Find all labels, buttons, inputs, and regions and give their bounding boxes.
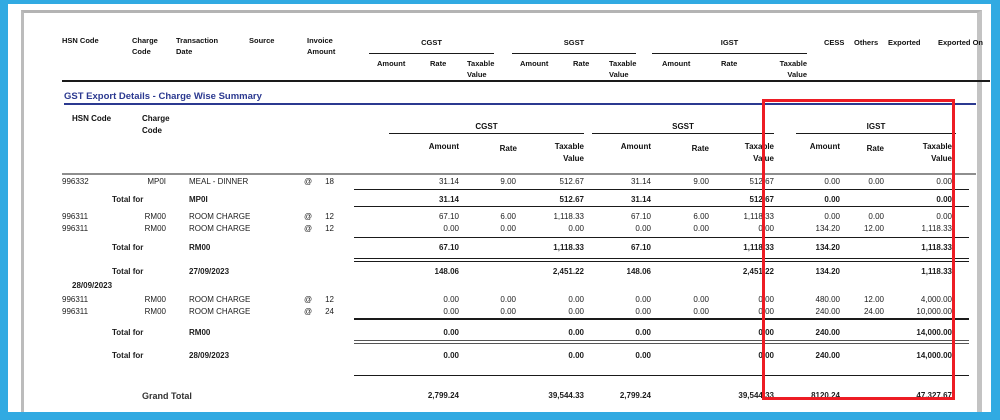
amount-cell: 0.00	[443, 224, 459, 233]
amount-cell: 31.14	[438, 177, 459, 186]
amount-cell: 0.00	[443, 295, 459, 304]
divider	[512, 53, 636, 54]
band1-cgst-taxable-label: Taxable Value	[467, 59, 495, 80]
table-row	[24, 266, 1000, 278]
band1-igst-amount-label: Amount	[662, 59, 691, 68]
amount-cell: 2,799.24	[427, 391, 459, 400]
band1-sgst-rate-label: Rate	[573, 59, 590, 68]
band2-igst-amount-label: Amount	[809, 142, 840, 151]
amount-cell: 0.00	[568, 224, 584, 233]
report-panel	[21, 10, 982, 420]
divider	[62, 80, 990, 82]
band1-cgst-label: CGST	[421, 38, 442, 47]
amount-cell: 0.00	[568, 295, 584, 304]
amount-cell: 67.10	[438, 243, 459, 252]
charge-description-cell: ROOM CHARGE	[189, 224, 251, 233]
amount-cell: 0.00	[635, 224, 651, 233]
amount-cell: 1,118.33	[921, 224, 952, 233]
divider	[592, 133, 774, 134]
at-symbol: @	[304, 177, 313, 186]
amount-cell: 31.14	[630, 177, 651, 186]
total-group-value: RM00	[189, 243, 211, 252]
amount-cell: 0.00	[443, 328, 459, 337]
amount-cell: 2,451.22	[742, 267, 774, 276]
amount-cell: 0.00	[868, 212, 884, 221]
band2-sgst-amount-label: Amount	[620, 142, 651, 151]
amount-cell: 31.14	[438, 195, 459, 204]
amount-cell: 6.00	[500, 212, 516, 221]
hsn-code-cell: 996311	[62, 307, 89, 316]
amount-cell: 1,118.33	[553, 243, 584, 252]
band2-cgst-rate-label: Rate	[499, 144, 517, 153]
band2-charge-code-label: Charge Code	[142, 114, 170, 135]
divider	[354, 375, 969, 376]
amount-cell: 134.20	[815, 224, 840, 233]
divider	[796, 133, 956, 134]
band1-cgst-rate-label: Rate	[430, 59, 447, 68]
band1-transaction-date-label: Transaction Date	[176, 36, 219, 57]
charge-description-cell: ROOM CHARGE	[189, 307, 251, 316]
amount-cell: 148.06	[434, 267, 459, 276]
amount-cell: 0.00	[936, 177, 952, 186]
amount-cell: 9.00	[693, 177, 709, 186]
amount-cell: 0.00	[500, 224, 516, 233]
amount-cell: 0.00	[758, 224, 774, 233]
amount-cell: 240.00	[815, 351, 840, 360]
amount-cell: 67.10	[438, 212, 459, 221]
charge-description-cell: MEAL - DINNER	[189, 177, 249, 186]
amount-cell: 1,118.33	[921, 267, 952, 276]
band1-invoice-amount-label: Invoice Amount	[307, 36, 336, 57]
at-symbol: @	[304, 212, 313, 221]
amount-cell: 39,544.33	[738, 391, 774, 400]
at-symbol: @	[304, 224, 313, 233]
amount-cell: 10,000.00	[916, 307, 952, 316]
amount-cell: 0.00	[824, 177, 840, 186]
amount-cell: 9.00	[500, 177, 516, 186]
band2-sgst-taxable-label: Taxable Value	[744, 142, 774, 163]
grand-total-label: Grand Total	[142, 391, 192, 401]
at-symbol: @	[304, 295, 313, 304]
amount-cell: 0.00	[500, 295, 516, 304]
total-for-label: Total for	[112, 328, 144, 337]
charge-code-cell: RM00	[144, 307, 166, 316]
band1-sgst-label: SGST	[563, 38, 585, 47]
hsn-code-cell: 996311	[62, 212, 89, 221]
amount-cell: 1,118.33	[743, 212, 774, 221]
amount-cell: 67.10	[630, 212, 651, 221]
table-row	[24, 223, 1000, 235]
amount-cell: 67.10	[630, 243, 651, 252]
band1-igst-rate-label: Rate	[721, 59, 738, 68]
amount-cell: 0.00	[868, 177, 884, 186]
amount-cell: 480.00	[815, 295, 840, 304]
amount-cell: 0.00	[500, 307, 516, 316]
hsn-code-cell: 996311	[62, 224, 89, 233]
divider	[354, 189, 969, 190]
total-group-value: RM00	[189, 328, 211, 337]
charge-code-cell: MP0I	[147, 177, 166, 186]
amount-cell: 512.67	[559, 195, 584, 204]
band1-cess-label: CESS	[824, 38, 845, 47]
gst-percent-cell: 12	[325, 295, 334, 304]
amount-cell: 134.20	[815, 243, 840, 252]
amount-cell: 512.67	[559, 177, 584, 186]
divider	[354, 258, 969, 259]
gst-percent-cell: 12	[325, 224, 334, 233]
amount-cell: 2,451.22	[552, 267, 584, 276]
table-row	[24, 280, 1000, 292]
divider	[389, 133, 584, 134]
amount-cell: 2,799.24	[619, 391, 651, 400]
amount-cell: 47,327.67	[916, 391, 952, 400]
band1-igst-taxable-label: Taxable Value	[779, 59, 807, 80]
divider	[354, 340, 969, 341]
total-for-label: Total for	[112, 243, 144, 252]
band2-igst-label: IGST	[866, 122, 886, 131]
gst-percent-cell: 12	[325, 212, 334, 221]
table-row	[24, 306, 1000, 318]
band2-hsn-code-label: HSN Code	[72, 114, 112, 123]
amount-cell: 24.00	[863, 307, 884, 316]
table-row	[24, 211, 1000, 223]
amount-cell: 14,000.00	[916, 351, 952, 360]
divider	[354, 237, 969, 238]
table-row	[24, 390, 1000, 402]
amount-cell: 0.00	[443, 351, 459, 360]
band2-sgst-rate-label: Rate	[691, 144, 709, 153]
amount-cell: 0.00	[824, 212, 840, 221]
total-group-value: MP0I	[189, 195, 208, 204]
date-group-label: 28/09/2023	[72, 281, 113, 290]
amount-cell: 31.14	[630, 195, 651, 204]
charge-code-cell: RM00	[144, 224, 166, 233]
band1-exported-on-label: Exported On	[938, 38, 984, 47]
total-for-label: Total for	[112, 267, 144, 276]
amount-cell: 0.00	[635, 328, 651, 337]
total-group-value: 27/09/2023	[189, 267, 230, 276]
amount-cell: 512.67	[749, 177, 774, 186]
amount-cell: 1,118.33	[743, 243, 774, 252]
amount-cell: 0.00	[693, 224, 709, 233]
amount-cell: 240.00	[815, 328, 840, 337]
amount-cell: 0.00	[936, 195, 952, 204]
amount-cell: 0.00	[758, 351, 774, 360]
divider	[354, 261, 969, 262]
band2-cgst-taxable-label: Taxable Value	[554, 142, 584, 163]
amount-cell: 0.00	[758, 307, 774, 316]
band2-igst-taxable-label: Taxable Value	[922, 142, 952, 163]
charge-code-cell: RM00	[144, 212, 166, 221]
charge-description-cell: ROOM CHARGE	[189, 212, 251, 221]
section-title: GST Export Details - Charge Wise Summary	[64, 91, 262, 102]
band1-charge-code-label: Charge Code	[132, 36, 158, 57]
band1-hsn-code-label: HSN Code	[62, 36, 99, 45]
amount-cell: 0.00	[568, 351, 584, 360]
amount-cell: 0.00	[758, 295, 774, 304]
amount-cell: 1,118.33	[921, 243, 952, 252]
amount-cell: 0.00	[693, 307, 709, 316]
amount-cell: 134.20	[815, 267, 840, 276]
amount-cell: 0.00	[635, 295, 651, 304]
charge-code-cell: RM00	[144, 295, 166, 304]
gst-percent-cell: 18	[325, 177, 334, 186]
amount-cell: 12.00	[863, 295, 884, 304]
band2-cgst-label: CGST	[475, 122, 498, 131]
amount-cell: 0.00	[635, 307, 651, 316]
amount-cell: 39,544.33	[548, 391, 584, 400]
amount-cell: 0.00	[443, 307, 459, 316]
table-row	[24, 194, 1000, 206]
band1-igst-label: IGST	[720, 38, 739, 47]
amount-cell: 14,000.00	[916, 328, 952, 337]
band1-sgst-taxable-label: Taxable Value	[609, 59, 637, 80]
hsn-code-cell: 996311	[62, 295, 89, 304]
at-symbol: @	[304, 307, 313, 316]
title-underline	[64, 103, 976, 105]
table-row	[24, 294, 1000, 306]
hsn-code-cell: 996332	[62, 177, 89, 186]
amount-cell: 240.00	[815, 307, 840, 316]
charge-description-cell: ROOM CHARGE	[189, 295, 251, 304]
band1-source-label: Source	[249, 36, 275, 45]
amount-cell: 0.00	[758, 328, 774, 337]
amount-cell: 0.00	[936, 212, 952, 221]
amount-cell: 512.67	[749, 195, 774, 204]
total-for-label: Total for	[112, 351, 144, 360]
table-row	[24, 242, 1000, 254]
amount-cell: 0.00	[635, 351, 651, 360]
amount-cell: 8120.24	[811, 391, 840, 400]
amount-cell: 0.00	[824, 195, 840, 204]
band1-others-label: Others	[854, 38, 879, 47]
amount-cell: 148.06	[626, 267, 651, 276]
amount-cell: 6.00	[693, 212, 709, 221]
divider	[354, 318, 969, 320]
divider	[354, 206, 969, 207]
table-row	[24, 350, 1000, 362]
divider	[354, 343, 969, 344]
band1-cgst-amount-label: Amount	[377, 59, 406, 68]
total-group-value: 28/09/2023	[189, 351, 230, 360]
band1-exported-label: Exported	[888, 38, 921, 47]
table-row	[24, 176, 1000, 188]
amount-cell: 1,118.33	[553, 212, 584, 221]
band2-sgst-label: SGST	[672, 122, 694, 131]
gst-percent-cell: 24	[325, 307, 334, 316]
total-for-label: Total for	[112, 195, 144, 204]
band2-cgst-amount-label: Amount	[428, 142, 459, 151]
amount-cell: 0.00	[568, 328, 584, 337]
divider	[369, 53, 494, 54]
band1-sgst-amount-label: Amount	[520, 59, 549, 68]
amount-cell: 0.00	[693, 295, 709, 304]
amount-cell: 12.00	[863, 224, 884, 233]
amount-cell: 0.00	[568, 307, 584, 316]
band2-igst-rate-label: Rate	[866, 144, 884, 153]
table-row	[24, 327, 1000, 339]
divider	[652, 53, 807, 54]
amount-cell: 4,000.00	[920, 295, 952, 304]
divider	[62, 173, 976, 175]
